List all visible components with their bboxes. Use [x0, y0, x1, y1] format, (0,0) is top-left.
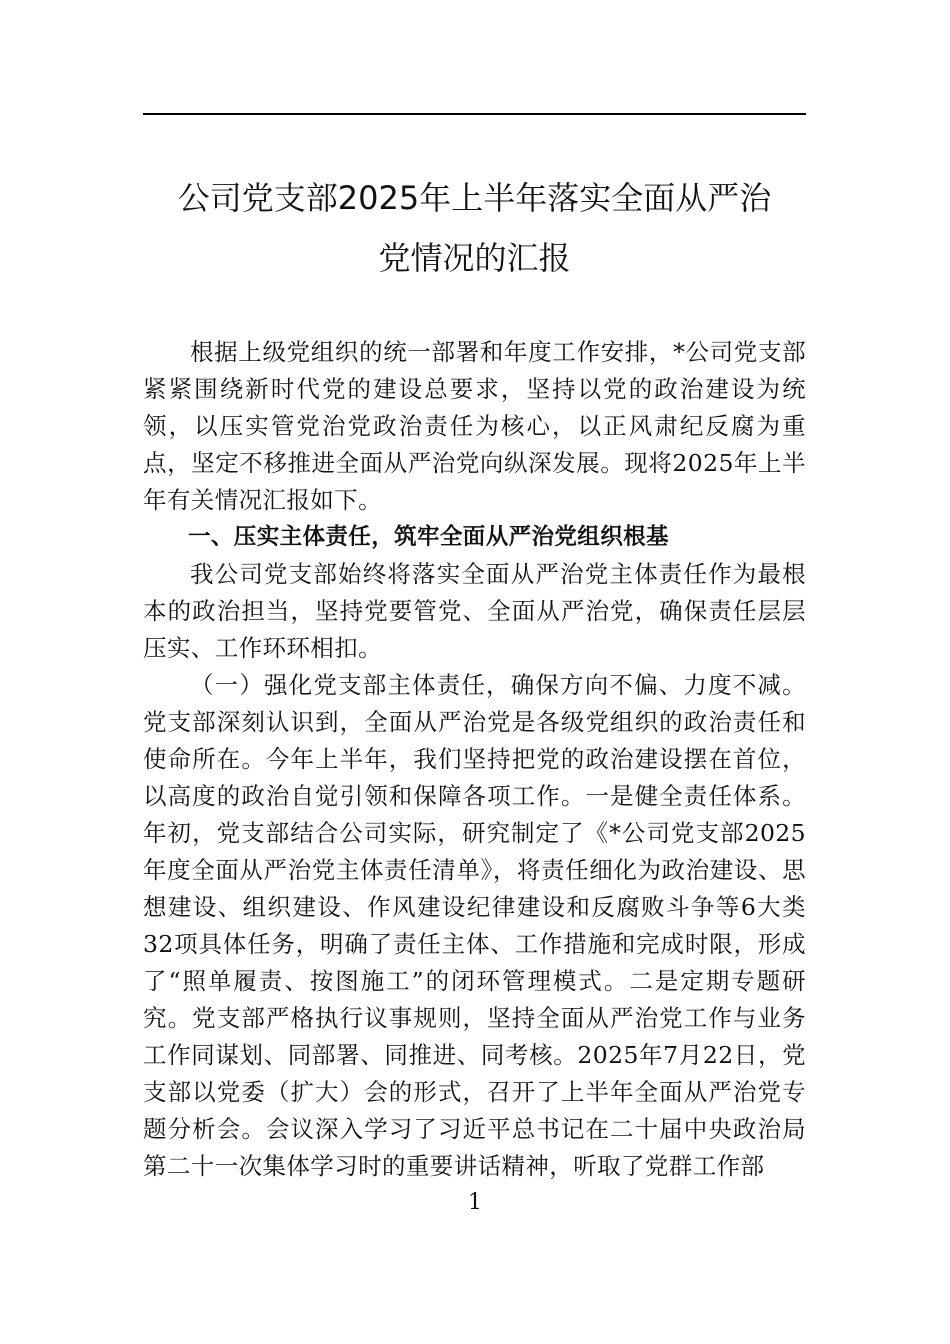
document-body	[143, 334, 806, 1185]
section-heading-1: 一、压实主体责任，筑牢全面从严治党组织根基	[188, 524, 669, 550]
header-rule	[143, 113, 806, 115]
document-title	[143, 168, 806, 288]
title-line-1: 公司党支部2025年上半年落实全面从严治	[177, 179, 772, 217]
section-1-paragraph: 我公司党支部始终将落实全面从严治党主体责任作为最根本的政治担当，坚持党要管党、全面从严治党，确保责任层层压实、工作环环相扣。	[143, 560, 806, 662]
subsection-1-paragraph: （一）强化党支部主体责任，确保方向不偏、力度不减。党支部深刻认识到，全面从严治党是各级党组织的政治责任和使命所在。今年上半年，我们坚持把党的政治建设摆在首位，以高度的政治自觉引领和保障各项工作。一是健全责任体系。年初，党支部结合公司实际，研究制定了《*公司党支部2025年度全面从严治党主体责任清单》，将责任细化为政治建设、思想建设、组织建设、作风建设纪律建设和反腐败斗争等6大类32项具体任务，明确了责任主体、工作措施和完成时限，形成了“照单履责、按图施工”的闭环管理模式。二是定期专题研究。党支部严格执行议事规则，坚持全面从严治党工作与业务工作同谋划、同部署、同推进、同考核。2025年7月22日，党支部以党委（扩大）会的形式，召开了上半年全面从严治党专题分析会。会议深入学习了习近平总书记在二十届中央政治局第二十一次集体学习时的重要讲话精神，听取了党群工作部	[143, 671, 806, 1180]
title-line-2: 党情况的汇报	[378, 239, 571, 277]
page-number: 1	[468, 1190, 482, 1215]
intro-paragraph: 根据上级党组织的统一部署和年度工作安排，*公司党支部紧紧围绕新时代党的建设总要求，坚持以党的政治建设为统领，以压实管党治党政治责任为核心，以正风肃纪反腐为重点，坚定不移推进全面从严治党向纵深发展。现将2025年上半年有关情况汇报如下。	[143, 338, 806, 514]
